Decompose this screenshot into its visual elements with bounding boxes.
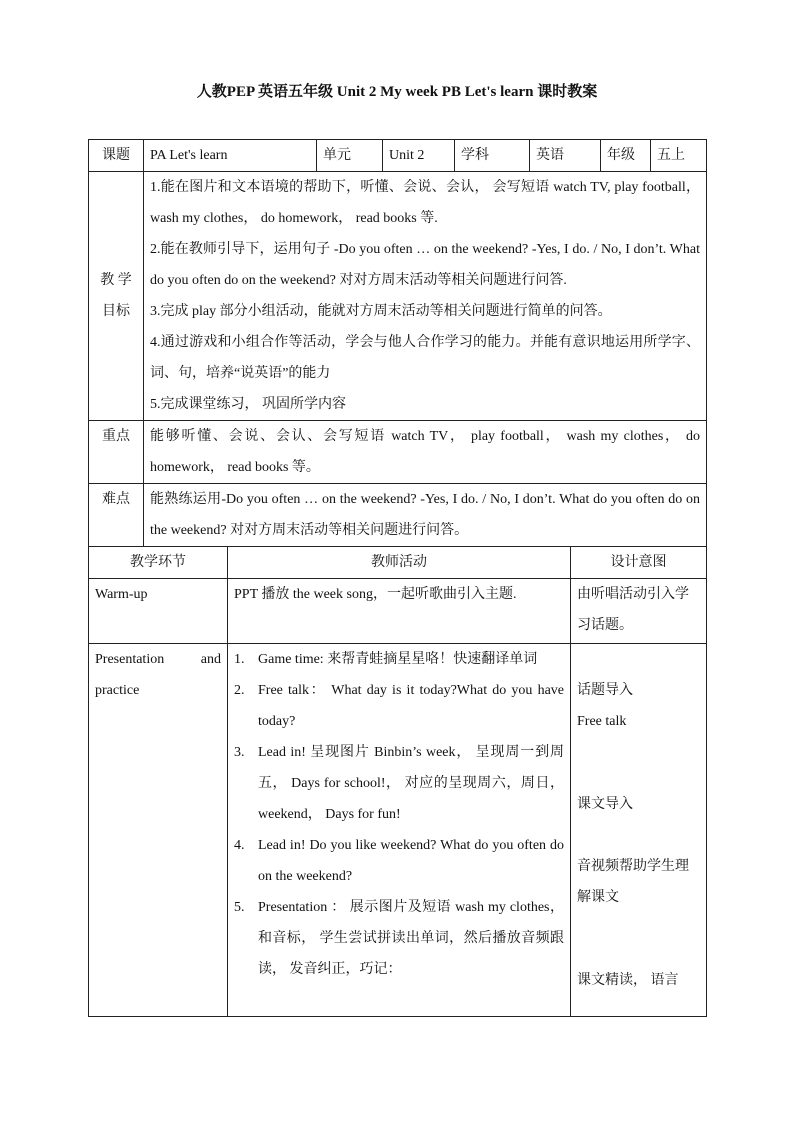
steps-list [234, 644, 564, 985]
goal-item: 4.通过游戏和小组合作等活动，学会与他人合作学习的能力。并能有意识地运用所学字、词、句，培养“说英语”的能力 [150, 335, 700, 381]
header-activity: 教师活动 [228, 547, 571, 579]
key-points-row [89, 421, 707, 484]
intent-item: 音视频帮助学生理解课文 [577, 859, 689, 905]
difficult-points-text: 能熟练运用-Do you often … on the weekend? -Yes, I do. / No, I don’t. What do you often do on the weekend? 对对方周末活动等相关问题进行问答。 [144, 484, 707, 547]
presentation-row [89, 644, 707, 1017]
warmup-row [89, 579, 707, 644]
header-stage: 教学环节 [89, 547, 228, 579]
lesson-info-table [88, 139, 707, 547]
presentation-stage: Presentation and practice [89, 644, 228, 1017]
step-item: 5. Presentation ： 展示图片及短语 wash my clothes，和音标， 学生尝试拼读出单词，然后播放音频跟读， 发音纠正，巧记： [234, 900, 564, 977]
warmup-intent: 由听唱活动引入学习话题。 [571, 579, 707, 644]
step-item: 2. Free talk： What day is it today?What do you have today? [234, 683, 564, 729]
key-points-label: 重点 [89, 421, 144, 484]
document-title: 人教PEP 英语五年级 Unit 2 My week PB Let's learn 课时教案 [196, 84, 598, 100]
header-intent: 设计意图 [571, 547, 707, 579]
info-row [89, 140, 707, 172]
lesson-plan-table [88, 139, 706, 1017]
goals-row [89, 172, 707, 421]
goals-label: 教 学 目标 [89, 172, 144, 421]
warmup-activity: PPT 播放 the week song，一起听歌曲引入主题. [228, 579, 571, 644]
intent-item: 课文导入 [577, 797, 633, 812]
unit-label: 单元 [317, 140, 383, 172]
subject-label: 学科 [455, 140, 530, 172]
process-header-row [89, 547, 707, 579]
goal-item: 2.能在教师引导下，运用句子 -Do you often … on the weekend? -Yes, I do. / No, I don’t. What do you often do on the weekend? 对对方周末活动等相关问题进行问答. [150, 242, 700, 288]
topic-value: PA Let's learn [144, 140, 317, 172]
step-item: 4. Lead in! Do you like weekend? What do you often do on the weekend? [234, 838, 564, 884]
presentation-intents [571, 644, 707, 1017]
difficult-points-label: 难点 [89, 484, 144, 547]
intent-item: Free talk [577, 714, 627, 729]
grade-label: 年级 [601, 140, 651, 172]
step-item: 3. Lead in! 呈现图片 Binbin’s week， 呈现周一到周五， Days for school!， 对应的呈现周六，周日， weekend， Days for fun! [234, 745, 564, 822]
difficult-points-row [89, 484, 707, 547]
subject-value: 英语 [530, 140, 601, 172]
presentation-steps [228, 644, 571, 1017]
warmup-stage: Warm-up [89, 579, 228, 644]
goal-item: 3.完成 play 部分小组活动，能就对方周末活动等相关问题进行简单的问答。 [150, 304, 612, 319]
topic-label: 课题 [89, 140, 144, 172]
intent-item: 课文精读， 语言 [577, 973, 679, 988]
intent-item: 话题导入 [577, 683, 633, 698]
goal-item: 1.能在图片和文本语境的帮助下，听懂、会说、会认， 会写短语 watch TV, play football， wash my clothes， do homework， read books 等. [150, 180, 700, 226]
grade-value: 五上 [651, 140, 707, 172]
step-item: 1. Game time: 来帮青蛙摘星星咯！快速翻译单词 [234, 652, 538, 667]
unit-value: Unit 2 [383, 140, 455, 172]
key-points-text: 能够听懂、会说、会认、会写短语 watch TV， play football， wash my clothes， do homework， read books 等。 [144, 421, 707, 484]
goals-content [144, 172, 707, 421]
teaching-process-table [88, 546, 707, 1017]
goal-item: 5.完成课堂练习， 巩固所学内容 [150, 397, 346, 412]
